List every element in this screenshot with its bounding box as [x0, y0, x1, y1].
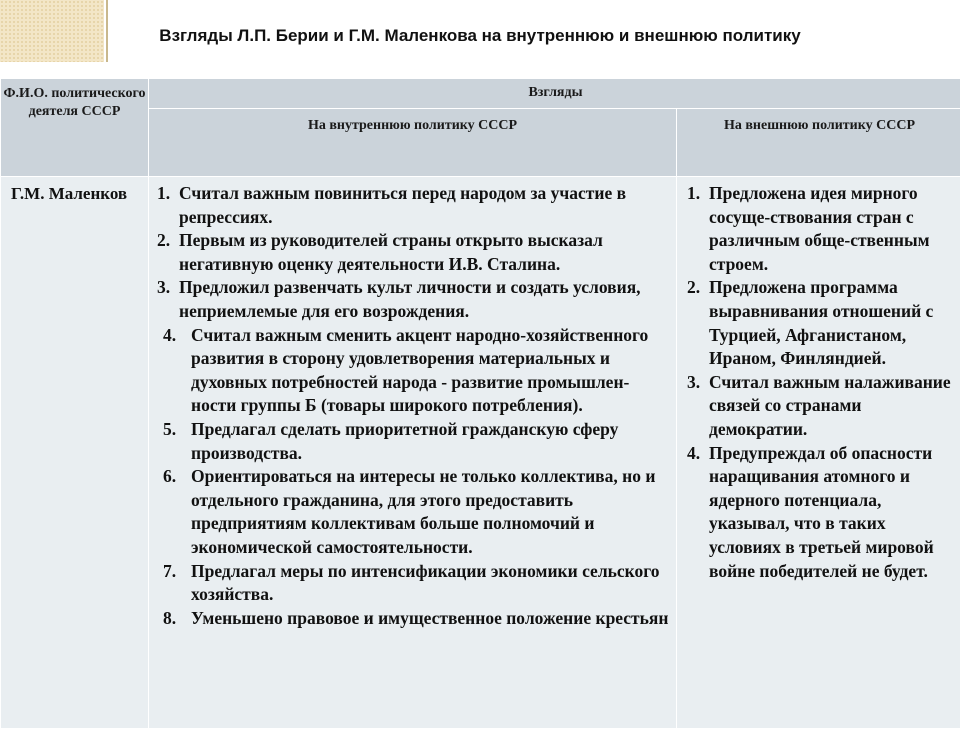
list-item: 2. Первым из руководителей страны открыто высказал негативную оценку деятельности И.В. Сталина.	[157, 229, 672, 276]
list-item: 8. Уменьшено правовое и имущественное положение крестьян	[157, 607, 672, 631]
list-item: 7. Предлагал меры по интенсификации экономики сельского хозяйства.	[157, 560, 672, 607]
list-item: 4. Предупреждал об опасности наращивания атомного и ядерного потенциала, указывал, что в таких условиях в третьей мировой войне победителей не будет.	[687, 442, 958, 584]
header-internal-policy: На внутреннюю политику СССР	[149, 109, 677, 177]
slide-title: Взгляды Л.П. Берии и Г.М. Маленкова на внутреннюю и внешнюю политику	[0, 26, 960, 46]
views-table	[0, 78, 960, 729]
internal-policy-cell	[149, 177, 677, 729]
list-item: 5. Предлагал сделать приоритетной гражданскую сферу производства.	[157, 418, 672, 465]
internal-policy-list	[149, 177, 676, 630]
list-item: 6. Ориентироваться на интересы не только коллектива, но и отдельного гражданина, для этого предоставить предприятиям коллективам больше полномочий и экономической самостоятельности.	[157, 465, 672, 559]
header-fio: Ф.И.О. политического деятеля СССР	[1, 79, 149, 177]
external-policy-list	[677, 177, 960, 583]
header-external-policy: На внешнюю политику СССР	[677, 109, 960, 177]
list-item: 3. Предложил развенчать культ личности и создать условия, неприемлемые для его возрождения.	[157, 276, 672, 323]
list-item: 1. Предложена идея мирного сосуще-ствования стран с различным обще-ственным строем.	[687, 182, 958, 276]
list-item: 4. Считал важным сменить акцент народно-хозяйственного развития в сторону удовлетворения материальных и духовных потребностей народа - развитие промышлен-ности группы Б (товары широкого потребления).	[157, 324, 672, 418]
header-views: Взгляды	[149, 79, 960, 109]
external-policy-cell	[677, 177, 960, 729]
person-name: Г.М. Маленков	[1, 177, 149, 729]
list-item: 3. Считал важным налаживание связей со странами демократии.	[687, 371, 958, 442]
list-item: 1. Считал важным повиниться перед народом за участие в репрессиях.	[157, 182, 672, 229]
list-item: 2. Предложена программа выравнивания отношений с Турцией, Афганистаном, Ираном, Финляндией.	[687, 276, 958, 370]
